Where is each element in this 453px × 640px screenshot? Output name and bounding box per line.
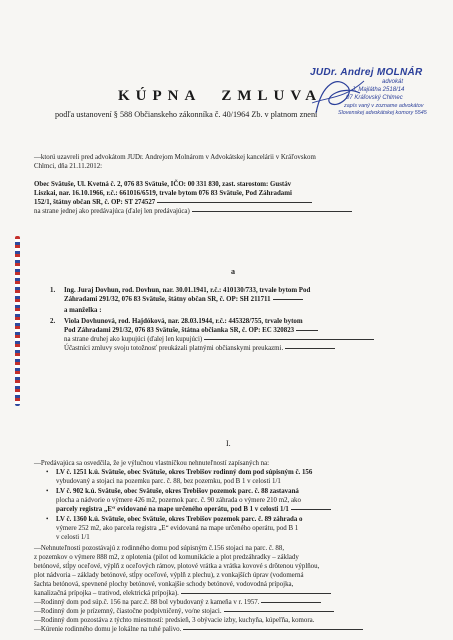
seller-line-3 [34, 199, 314, 207]
document-title [118, 88, 322, 105]
seller-line-4-text: na strane jednej ako predávajúca (ďalej len predávajúca) [34, 208, 190, 215]
lv3-line-2: výmere 252 m2, ako parcela registra „E“ evidovaná na mape určeného operátu, pod B 1 [56, 525, 299, 532]
bullet-1: • [46, 469, 49, 476]
para-line-4: plot nádvoria – základy betónové, stĺpy oceľové, výplň z plechu), z vonkajších úprav (vodomerná [34, 572, 304, 579]
lv2-line-2: plocha a nádvorie o výmere 426 m2, pozemok parc. č. 90 záhrada o výmere 210 m2, ako [56, 497, 301, 504]
seller-line-4 [34, 208, 354, 216]
para-line-2: z pozemkov o výmere 888 m2, z oplotenia (pilot od komunikácie a plot predzáhradky – základy [34, 554, 299, 561]
para-line-7 [34, 599, 323, 607]
intro-line-1: —ktorú uzavreli pred advokátom JUDr. Andrejom Molnárom v Advokátskej kancelárii v Kráľovskom [34, 154, 316, 161]
seller-line-1: Obec Svätuše, Ul. Kvetná č. 2, 076 83 Svätuše, IČO: 00 331 830, zast. starostom: Gustáv [34, 181, 292, 188]
stamp-note-1: zapís vaný v zozname advokátov [344, 103, 424, 109]
buyer-1-line-2 [64, 296, 305, 304]
fill-line [261, 602, 321, 603]
fill-line [296, 330, 318, 331]
buyer-1-line-2-text: Záhradami 291/32, 076 83 Svätuše, štátny občan SR, č. OP: SH 211711 [64, 296, 271, 303]
para-line-5: šachta betónová, spevnené plochy betónové, vonkajšie schody betónové, vodovodná prípojka, [34, 581, 294, 588]
conjunction: a [231, 267, 235, 276]
lv2-line-3 [56, 506, 333, 514]
stamp-address-1: J. Majlátha 2518/14 [352, 87, 405, 93]
fill-line [192, 211, 352, 212]
buyer-side-line [64, 336, 376, 344]
bullet-3: • [46, 516, 49, 523]
fill-line [157, 202, 312, 203]
fill-line [273, 299, 303, 300]
buyer-2-line-2-text: Pod Záhradami 291/32, 076 83 Svätuše, štátna občianka SR, č. OP: EC 320823 [64, 327, 295, 334]
para-line-6 [34, 590, 333, 598]
bullet-2: • [46, 488, 49, 495]
para-line-6-text: kanalizačná prípojka – trativod, elektrická prípojka). [34, 590, 179, 597]
para-line-3: betónové, stĺpy oceľové, výplň z oceľových rámov, plotové vrátka a vrátka kovové s drôtenou výplňou, [34, 563, 320, 570]
buyer-side-text: na strane druhej ako kupujúci (ďalej len kupujúci) [64, 336, 203, 343]
parties-id-text: Účastníci zmluvy svoju totožnosť preukázali platnými občianskymi preukazmi. [64, 345, 284, 352]
title-word-1: KÚPNA [118, 88, 202, 104]
buyer-1-line-3: a manželka : [64, 307, 102, 314]
title-word-2: ZMLUVA [221, 88, 323, 104]
buyer-2-line-2 [64, 327, 320, 335]
stamp-name: JUDr. Andrej MOLNÁR [310, 67, 423, 78]
para-line-1: —Nehnuteľnosti pozostávajú z rodinného domu pod súpisným č.156 stojaci na parc. č. 88, [34, 545, 285, 552]
para-line-10 [34, 626, 365, 634]
lv3-line-3: v celosti 1/1 [56, 534, 90, 541]
parties-id-line [64, 345, 337, 353]
seller-line-2: Liszkai, nar. 16.10.1966, r.č.: 661016/6519, trvale bytom 076 83 Svätuše, Pod Záhradami [34, 190, 292, 197]
stamp-title: advokát [382, 79, 404, 85]
buyer-1-line-1: Ing. Juraj Dovhun, rod. Dovhun, nar. 30.01.1941, r.č.: 410130/733, trvale bytom Pod [64, 287, 311, 294]
lv1-line-2: vybudovaný a stojaci na pozemku parc. č. 88, bez pozemku, pod B 1 v celosti 1/1 [56, 478, 281, 485]
intro-line-2: Chlmci, dňa 21.11.2012: [34, 163, 103, 170]
section-heading: I. [226, 439, 231, 448]
para-line-8-text: —Rodinný dom je prízemný, čiastočne podpivničený, vo/ne stojaci. [34, 608, 222, 615]
section-intro: —Predávajúca sa osvedčila, že je výlučnou vlastníčkou nehnuteľností zapísaných na: [34, 460, 270, 467]
stamp-address-2: 07 Kráľovský Chlmec [346, 95, 403, 101]
para-line-10-text: —Kúrenie rodinného domu je lokálne na tuhé palivo. [34, 626, 182, 633]
para-line-7-text: —Rodinný dom pod súp.č. 156 na parc.č. 88 bol vybudovaný z kameňa v r. 1957. [34, 599, 260, 606]
stamp-note-2: Slovenskej advokátskej komory 5545 [338, 110, 427, 116]
lv1-line-1: LV č. 1251 k.ú. Svätuše, obec Svätuše, okres Trebišov rodinný dom pod súpisným č. 156 [56, 469, 313, 476]
fill-line [183, 629, 363, 630]
buyer-2-number: 2. [50, 318, 56, 325]
fill-line [224, 611, 334, 612]
buyer-1-number: 1. [50, 287, 56, 294]
seller-line-3-text: 152/1, štátny občan SR, č. OP: ST 274527 [34, 199, 156, 206]
para-line-9: —Rodinný dom pozostáva z týchto miestností: predsieň, 3 obývacie izby, kuchyňa, kúpeľňa, komora. [34, 617, 315, 624]
lv2-line-3-text: parcely registra „E“ evidované na mape určeného operátu, pod B 1 v celosti 1/1 [56, 506, 289, 513]
fill-line [291, 509, 331, 510]
para-line-8 [34, 608, 336, 616]
binding-ribbon-icon [14, 236, 21, 406]
lv2-line-1: LV č. 902 k.ú. Svätuše, obec Svätuše, okres Trebišov pozemok parc. č. 88 zastavaná [56, 488, 299, 495]
document-subtitle: podľa ustanovení § 588 Občianskeho zákonníka č. 40/1964 Zb. v platnom znení [55, 110, 318, 119]
fill-line [285, 348, 335, 349]
fill-line [204, 339, 374, 340]
attorney-stamp [308, 67, 448, 139]
lv3-line-1: LV č. 1360 k.ú. Svätuše, obec Svätuše, okres Trebišov pozemok parc. č. 89 záhrada o [56, 516, 303, 523]
fill-line [181, 593, 331, 594]
buyer-2-line-1: Viola Dovhunová, rod. Hajdóková, nar. 28.03.1944, r.č.: 445328/755, trvale bytom [64, 318, 303, 325]
